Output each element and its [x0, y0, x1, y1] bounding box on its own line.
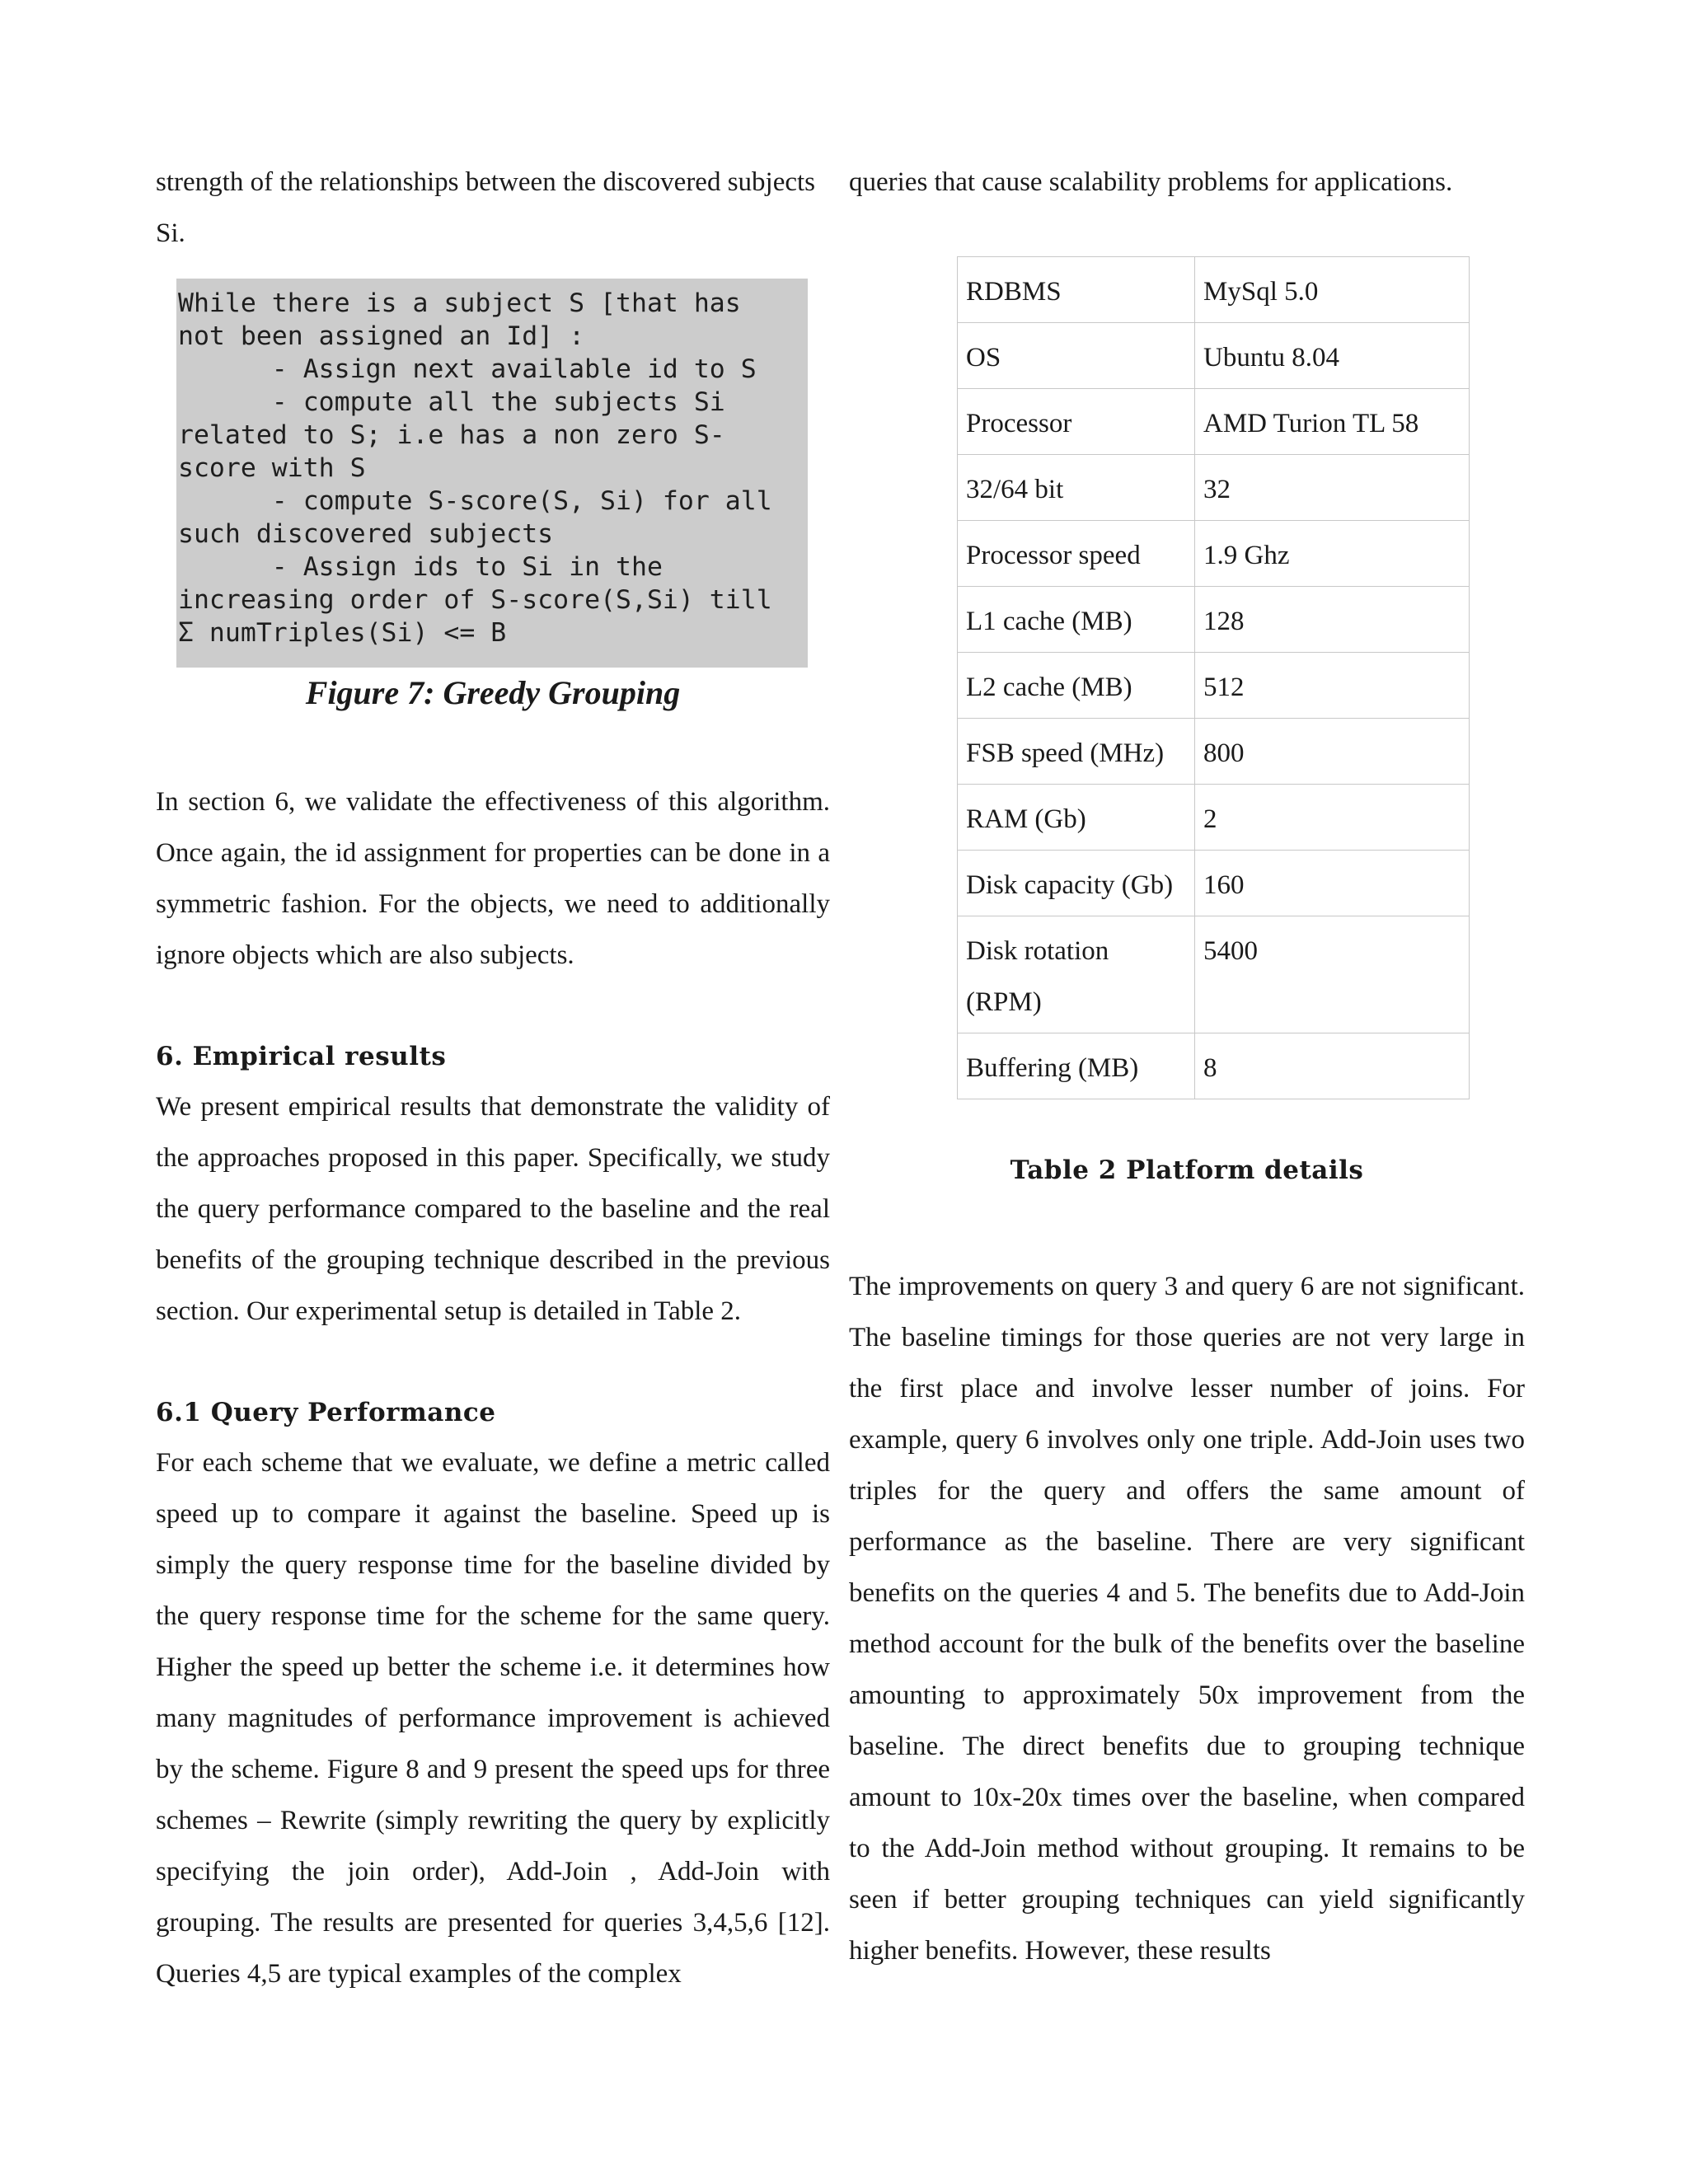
code-line: While there is a subject S [that has — [178, 288, 741, 318]
table-cell-value: Ubuntu 8.04 — [1195, 323, 1470, 389]
table-cell-label: RAM (Gb) — [958, 785, 1195, 851]
table-caption: Table 2 Platform details — [1010, 1155, 1364, 1185]
table-cell-label: Disk rotation (RPM) — [958, 916, 1195, 1033]
table-row — [958, 785, 1470, 851]
code-line: increasing order of S-score(S,Si) till — [178, 585, 772, 615]
table-row — [958, 521, 1470, 587]
table-cell-value: 800 — [1195, 719, 1470, 785]
table-row — [958, 323, 1470, 389]
right-column — [849, 157, 1525, 1966]
table-cell-label: Buffering (MB) — [958, 1033, 1195, 1099]
table-cell-value: MySql 5.0 — [1195, 257, 1470, 323]
code-line: score with S — [178, 453, 366, 483]
platform-details-table — [957, 256, 1470, 1099]
table-cell-label: L2 cache (MB) — [958, 653, 1195, 719]
table-row — [958, 653, 1470, 719]
code-line: - compute S-score(S, Si) for all — [178, 486, 772, 516]
table-cell-value: 32 — [1195, 455, 1470, 521]
table-row — [958, 851, 1470, 916]
heading-empirical-results: 6. Empirical results — [156, 1042, 447, 1071]
table-cell-value: 1.9 Ghz — [1195, 521, 1470, 587]
table-cell-label: FSB speed (MHz) — [958, 719, 1195, 785]
results-paragraph: The improvements on query 3 and query 6 are not significant. The baseline timings for those queries are not very large in the first place and involve lesser number of joins. For example, query 6 involves only one triple. Add-Join uses two triples for the query and offers the same amount of performance as the baseline. There are very significant benefits on the queries 4 and 5. The benefits due to Add-Join method account for the bulk of the benefits over the baseline amounting to approximately 50x improvement from the baseline. The direct benefits due to grouping technique amount to 10x-20x times over the baseline, when compared to the Add-Join method without grouping. It remains to be seen if better grouping techniques can yield significantly higher benefits. However, these results — [849, 1272, 1525, 1966]
table-cell-label: L1 cache (MB) — [958, 587, 1195, 653]
query-performance-paragraph: For each scheme that we evaluate, we define a metric called speed up to compare it against the baseline. Speed up is simply the query response time for the baseline divided by the query response time for the scheme for the same query. Higher the speed up better the scheme i.e. it determines how many magnitudes of performance improvement is achieved by the scheme. Figure 8 and 9 present the speed ups for three schemes – Rewrite (simply rewriting the query by explicitly specifying the join order), Add-Join , Add-Join with grouping. The results are presented for queries 3,4,5,6 [12]. Queries 4,5 are typical examples of the complex — [156, 1448, 830, 1989]
code-line: - Assign ids to Si in the — [178, 552, 663, 582]
table-row — [958, 1033, 1470, 1099]
table-cell-value: 2 — [1195, 785, 1470, 851]
intro-paragraph-right: queries that cause scalability problems for applications. — [849, 167, 1453, 197]
table-row — [958, 587, 1470, 653]
code-line: Σ numTriples(Si) <= B — [178, 618, 507, 648]
table-cell-label: Disk capacity (Gb) — [958, 851, 1195, 916]
figure-caption: Figure 7: Greedy Grouping — [305, 674, 681, 711]
table-cell-label: Processor — [958, 389, 1195, 455]
table-cell-label: RDBMS — [958, 257, 1195, 323]
intro-paragraph-left: strength of the relationships between the discovered subjects Si. — [156, 167, 816, 248]
code-line: such discovered subjects — [178, 519, 554, 549]
table-cell-value: 5400 — [1195, 916, 1470, 1033]
heading-query-performance: 6.1 Query Performance — [156, 1398, 496, 1427]
table-cell-value: 160 — [1195, 851, 1470, 916]
table-row — [958, 719, 1470, 785]
table-cell-label: 32/64 bit — [958, 455, 1195, 521]
empirical-results-paragraph: We present empirical results that demonstrate the validity of the approaches proposed in this paper. Specifically, we study the query performance compared to the baseline and the real benefits of the grouping technique described in the previous section. Our experimental setup is detailed in Table 2. — [156, 1092, 830, 1326]
table-row — [958, 389, 1470, 455]
table-cell-value: 512 — [1195, 653, 1470, 719]
code-line: related to S; i.e has a non zero S- — [178, 420, 725, 450]
table-row — [958, 455, 1470, 521]
table-cell-label: Processor speed — [958, 521, 1195, 587]
table-cell-label: OS — [958, 323, 1195, 389]
code-line: - compute all the subjects Si — [178, 387, 725, 417]
code-line: - Assign next available id to S — [178, 354, 757, 384]
left-column — [156, 157, 830, 1999]
code-line: not been assigned an Id] : — [178, 321, 585, 351]
table-cell-value: 8 — [1195, 1033, 1470, 1099]
table-row — [958, 916, 1470, 1033]
section-6-intro-paragraph: In section 6, we validate the effectiveness of this algorithm. Once again, the id assignment for properties can be done in a symmetric fashion. For the objects, we need to additionally ignore objects which are also subjects. — [156, 787, 830, 970]
table-cell-value: AMD Turion TL 58 — [1195, 389, 1470, 455]
table-row — [958, 257, 1470, 323]
table-cell-value: 128 — [1195, 587, 1470, 653]
greedy-grouping-code-block — [176, 279, 808, 668]
